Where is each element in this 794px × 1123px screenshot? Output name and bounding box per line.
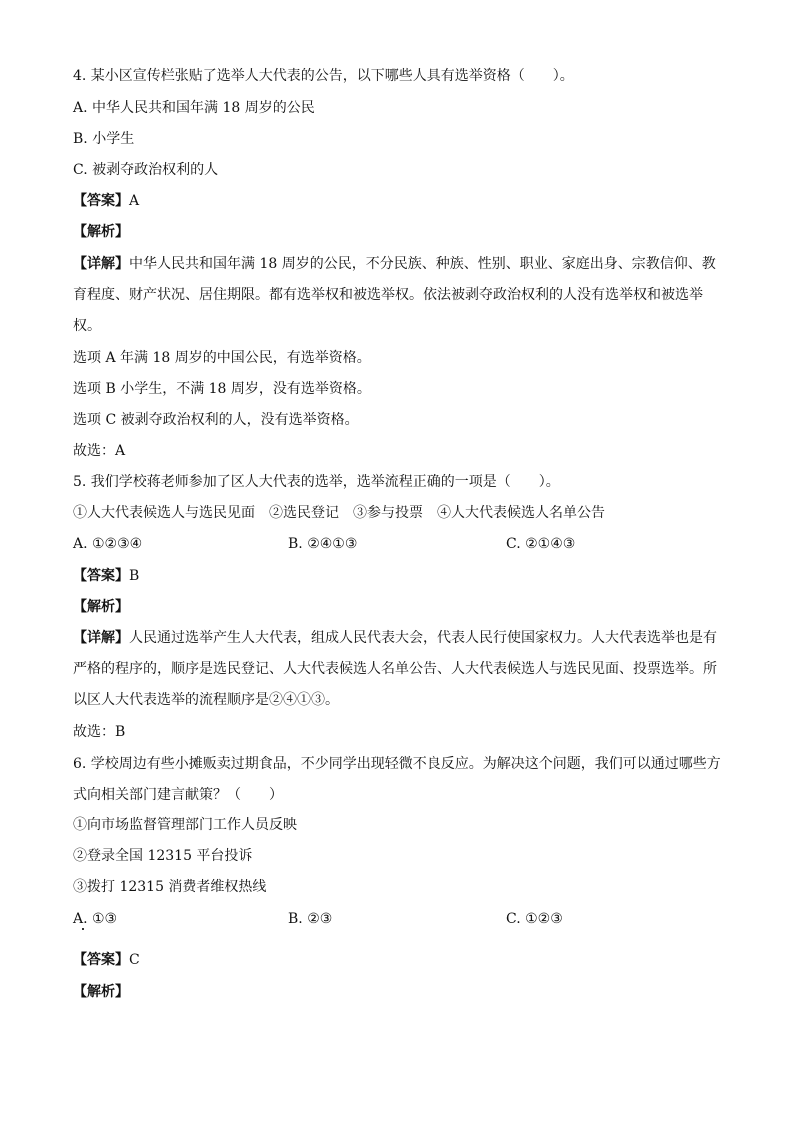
- q4-option-b: B. 小学生: [73, 131, 135, 147]
- q6-answer: [73, 950, 140, 970]
- q4-option-a: A. 中华人民共和国年满 18 周岁的公民: [73, 100, 315, 116]
- q6-item-3: ③拨打 12315 消费者维权热线: [73, 879, 267, 895]
- q5-answer: [73, 566, 139, 586]
- answer-tag: 【答案】: [73, 952, 129, 968]
- q6-item-2: ②登录全国 12315 平台投诉: [73, 848, 253, 864]
- detail-text: 人民通过选举产生人大代表，组成人民代表大会，代表人民行使国家权力。人大代表选举也是有严格的程序的，顺序是选民登记、人大代表候选人名单公告、人大代表候选人与选民见面、投票选举。所以区人大代表选举的流程顺序是②④①③。: [73, 630, 717, 708]
- q6-option-a: A. ①③: [73, 911, 118, 927]
- q4-explain-c: 选项 C 被剥夺政治权利的人，没有选举资格。: [73, 412, 359, 428]
- q6-analysis-tag: 【解析】: [73, 984, 129, 1000]
- q4-answer: [73, 191, 139, 211]
- q5-choose: 故选：B: [73, 724, 126, 740]
- q4-detail: [73, 249, 721, 342]
- q4-analysis-tag: 【解析】: [73, 224, 129, 240]
- detail-tag: 【详解】: [73, 630, 129, 646]
- q4-option-c: C. 被剥夺政治权利的人: [73, 162, 219, 178]
- answer-value: A: [129, 193, 140, 209]
- q5-option-b: B. ②④①③: [288, 536, 358, 552]
- q4-explain-b: 选项 B 小学生，不满 18 周岁，没有选举资格。: [73, 381, 371, 397]
- q4-choose: 故选：A: [73, 443, 126, 459]
- detail-tag: 【详解】: [73, 256, 129, 272]
- stray-dot: [82, 928, 84, 930]
- q5-items: ①人大代表候选人与选民见面 ②选民登记 ③参与投票 ④人大代表候选人名单公告: [73, 505, 605, 521]
- q5-detail: [73, 623, 721, 716]
- q5-option-c: C. ②①④③: [506, 536, 576, 552]
- q4-stem: 4. 某小区宣传栏张贴了选举人大代表的公告，以下哪些人具有选举资格（ ）。: [73, 68, 574, 84]
- q5-analysis-tag: 【解析】: [73, 599, 129, 615]
- q6-option-c: C. ①②③: [506, 911, 563, 927]
- q6-option-b: B. ②③: [288, 911, 333, 927]
- q5-option-a: A. ①②③④: [73, 536, 143, 552]
- answer-value: B: [129, 568, 140, 584]
- answer-tag: 【答案】: [73, 193, 129, 209]
- q6-item-1: ①向市场监督管理部门工作人员反映: [73, 817, 297, 833]
- q4-explain-a: 选项 A 年满 18 周岁的中国公民，有选举资格。: [73, 350, 371, 366]
- answer-value: C: [129, 952, 140, 968]
- q6-stem: 6. 学校周边有些小摊贩卖过期食品，不少同学出现轻微不良反应。为解决这个问题，我们可以通过哪些方式向相关部门建言献策？（ ）: [73, 756, 721, 803]
- q5-stem: 5. 我们学校蒋老师参加了区人大代表的选举，选举流程正确的一项是（ ）。: [73, 474, 560, 490]
- detail-text: 中华人民共和国年满 18 周岁的公民，不分民族、种族、性别、职业、家庭出身、宗教信仰、教育程度、财产状况、居住期限。都有选举权和被选举权。依法被剥夺政治权利的人没有选举权和被选举权。: [73, 256, 716, 334]
- answer-tag: 【答案】: [73, 568, 129, 584]
